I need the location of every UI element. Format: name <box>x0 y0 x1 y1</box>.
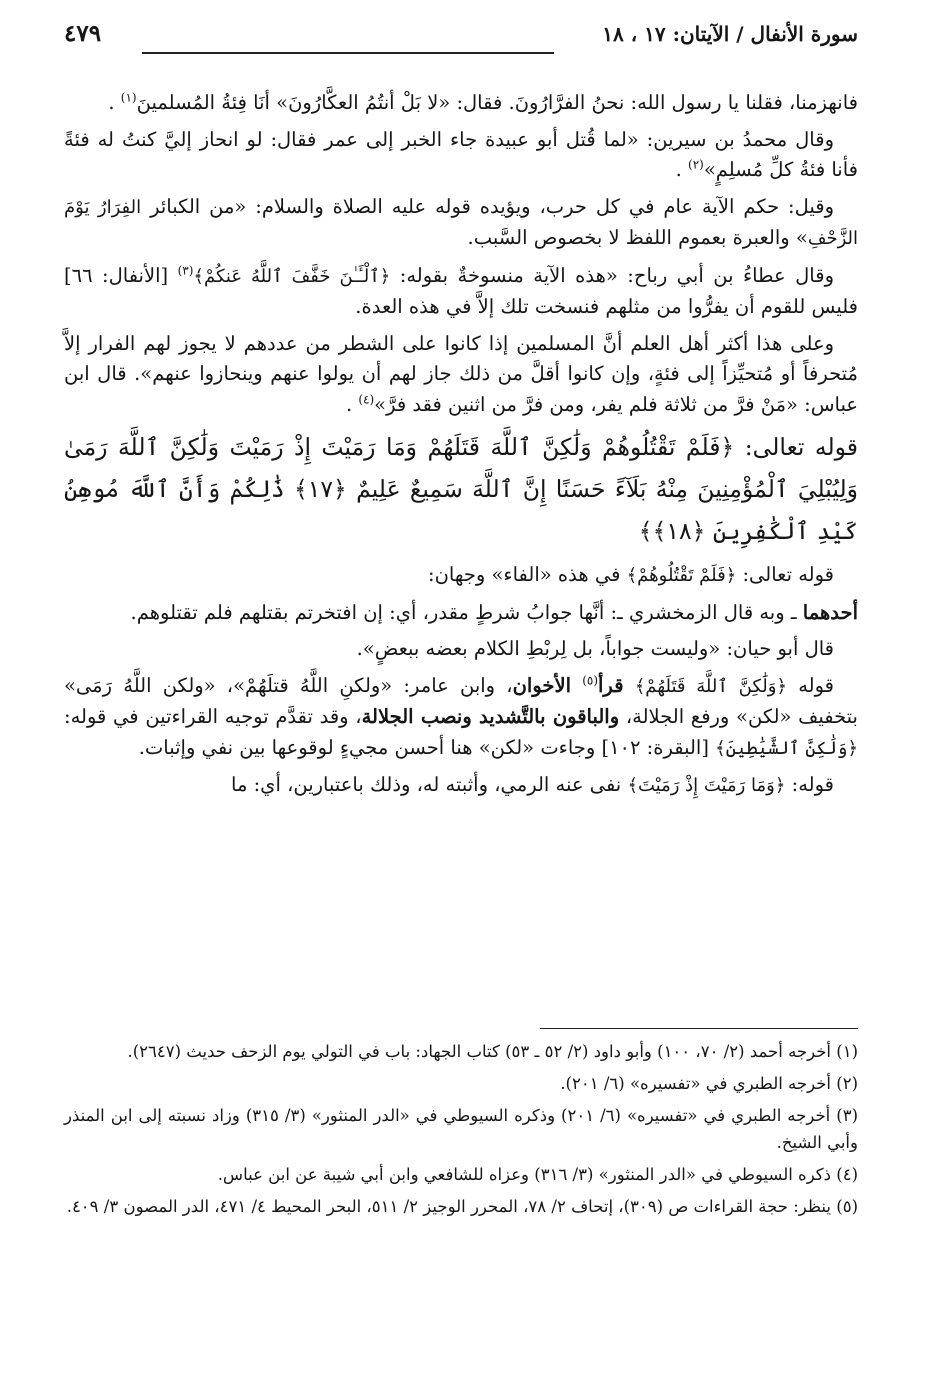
paragraph-text: وقال عطاءُ بن أبي رباح: «هذه الآية منسوخةٌ بقوله: <box>399 263 834 287</box>
paragraph-end: . <box>108 91 115 114</box>
bold-term: قرأ <box>598 673 624 697</box>
paragraph-9 <box>64 671 858 765</box>
paragraph-text: قوله تعالى: <box>742 563 834 586</box>
paragraph-7 <box>64 598 858 629</box>
quran-quote: ﴿وَلَٰكِنَّ ٱلشَّيَٰطِينَ﴾ <box>715 737 858 759</box>
footnote-separator <box>540 1028 858 1029</box>
bold-term: والباقون بالتَّشديد ونصب الجلالة <box>361 705 620 728</box>
footnote-1: (١) أخرجه أحمد (٢/ ٧٠، ١٠٠) وأبو داود (٢/ ٥٢ ـ ٥٣) كتاب الجهاد: باب في التولي يوم الزحف حديث (٢٦٤٧). <box>127 1042 858 1061</box>
paragraph-3 <box>64 192 858 255</box>
paragraph-text: قوله <box>798 673 834 697</box>
verse-text: ﴿فَلَمْ تَقْتُلُوهُمْ وَلَٰكِنَّ ٱللَّهَ قَتَلَهُمْ وَمَا رَمَيْتَ إِذْ رَمَيْتَ وَلَٰكِنَّ ٱللَّهَ رَمَىٰ وَلِيُبْلِيَ ٱلْمُؤْمِنِينَ مِنْهُ بَلَآءً حَسَنًا إِنَّ ٱللَّهَ سَمِيعٌ عَلِيمٌ ﴿١٧﴾ ذَٰلِكُمْ وَأَنَّ ٱللَّهَ مُوهِنُ كَيْدِ ٱلْكَٰفِرِينَ ﴿١٨﴾﴾ <box>64 433 858 545</box>
quran-quote: ﴿فَلَمْ تَقْتُلُوهُمْ﴾ <box>626 565 737 586</box>
paragraph-text: » والعبرة بعموم اللفظ لا بخصوص السَّبب. <box>467 226 808 249</box>
footnote-ref: (٤) <box>358 392 375 406</box>
verse-intro: قوله تعالى: <box>744 433 859 461</box>
footnote-2: (٢) أخرجه الطبري في «تفسيره» (٦/ ٢٠١). <box>560 1074 858 1093</box>
paragraph-text: قال أبو حيان: «وليست جواباً، بل لِربْطِ الكلام بعضه ببعضٍ». <box>356 637 834 660</box>
paragraph-10 <box>64 770 858 802</box>
paragraph-end: . <box>345 392 353 416</box>
paragraph-text: قوله: <box>791 773 834 796</box>
paragraph-text: وقيل: حكم الآية عام في كل حرب، ويؤيده قوله عليه الصلاة والسلام: «من الكبائر <box>150 194 835 218</box>
quran-quote: ﴿ٱلْـَٔـٰنَ خَفَّفَ ٱللَّهُ عَنكُمْ﴾ <box>193 265 391 287</box>
paragraph-text: ، وابن عامر: «ولكنِ اللَّهُ قتلَهُمْ»، «ولكن اللَّهُ رَمَى» بتخفيف «لكن» ورفع الجلالة، <box>64 673 858 728</box>
verse-block <box>64 426 858 552</box>
paragraph-6 <box>64 560 858 592</box>
paragraph-1 <box>64 88 858 119</box>
quran-quote: ﴿وَمَا رَمَيْتَ إِذْ رَمَيْتَ﴾ <box>627 775 786 796</box>
footnote-ref: (٢) <box>688 157 704 172</box>
footnote-5: (٥) ينظر: حجة القراءات ص (٣٠٩)، إتحاف ٢/ ٧٨، المحرر الوجيز ٢/ ٥١١، البحر المحيط ٤/ ٤٧١، الدر المصون ٣/ ٤٠٩. <box>66 1197 858 1216</box>
paragraph-2 <box>64 125 858 186</box>
paragraph-text: وعلى هذا أكثر أهل العلم أنَّ المسلمين إذا كانوا على الشطر من عددهم لا يجوز لهم الفرار إلاَّ مُتحرفاً أو مُتحيِّزاً إلى فئةٍ، وإن كانوا أقلَّ من ذلك جاز لهم أن يولوا عنهم وينحازوا عنهم». قال ابن عباس: «مَنْ فرَّ من ثلاثة فلم يفر، ومن فرَّ من اثنين فقد فرَّ» <box>64 331 858 416</box>
paragraph-text: فانهزمنا، فقلنا يا رسول الله: نحنُ الفرَّارُونَ. فقال: «لا بَلْ أنتُمُ العكَّارُونَ» أنَا فِئةُ المُسلمينَ <box>136 91 858 114</box>
paragraph-text: في هذه «الفاء» وجهان: <box>428 563 621 586</box>
footnote-4: (٤) ذكره السيوطي في «الدر المنثور» (٣/ ٣١٦) وعزاه للشافعي وابن أبي شيبة عن ابن عباس. <box>217 1165 858 1184</box>
footnote-ref: (٣) <box>177 263 194 277</box>
paragraph-text: ـ وبه قال الزمخشري ـ: أنَّها جوابُ شرطٍ مقدر، أي: إن افتخرتم بقتلهم فلم تقتلوهم. <box>130 600 797 624</box>
paragraph-8 <box>64 634 858 665</box>
page-number: ٤٧٩ <box>64 20 102 47</box>
main-text <box>64 88 858 808</box>
footnote-ref: (٥) <box>582 673 599 687</box>
paragraph-text: وقال محمدُ بن سيرين: «لما قُتل أبو عبيدة جاء الخبر إلى عمر فقال: لو انحاز إليَّ كنتُ له فئةً فأنا فئةُ كلِّ مُسلِمٍ» <box>64 127 858 181</box>
paragraph-text: ، وقد تقدَّم توجيه القراءتين في قوله: <box>64 705 362 728</box>
header-title: سورة الأنفال / الآيتان: ١٧ ، ١٨ <box>602 22 858 46</box>
header-rule <box>142 52 554 54</box>
hadith-quote: الفِرَارُ يَوْمَ الزَّحْفِ <box>64 196 858 249</box>
paragraph-text: [البقرة: ١٠٢] وجاءت «لكن» هنا أحسن مجيءٍ لوقوعها بين نفي وإثبات. <box>138 735 709 759</box>
paragraph-4 <box>64 261 858 323</box>
paragraph-5 <box>64 329 858 421</box>
running-header <box>64 22 858 66</box>
bold-term: أحدهما <box>802 600 858 624</box>
paragraph-text: نفى عنه الرمي، وأثبته له، وذلك باعتبارين، أي: ما <box>231 773 622 796</box>
footnote-ref: (١) <box>120 90 137 105</box>
bold-term: الأخوان <box>512 673 571 697</box>
footnote-3: (٣) أخرجه الطبري في «تفسيره» (٦/ ٢٠١) وذكره السيوطي في «الدر المنثور» (٣/ ٣١٥) وزاد نسبته إلى ابن المنذر وأبي الشيخ. <box>64 1106 858 1152</box>
quran-quote: ﴿وَلَٰكِنَّ ٱللَّهَ قَتَلَهُمْ﴾ <box>634 675 787 697</box>
paragraph-end: . <box>675 158 682 181</box>
paragraph-text: [الأنفال: ٦٦] فليس للقوم أن يفرُّوا من مثلهم فنسخت تلك إلاَّ في هذه العدة. <box>64 263 858 318</box>
footnotes <box>64 1038 858 1225</box>
